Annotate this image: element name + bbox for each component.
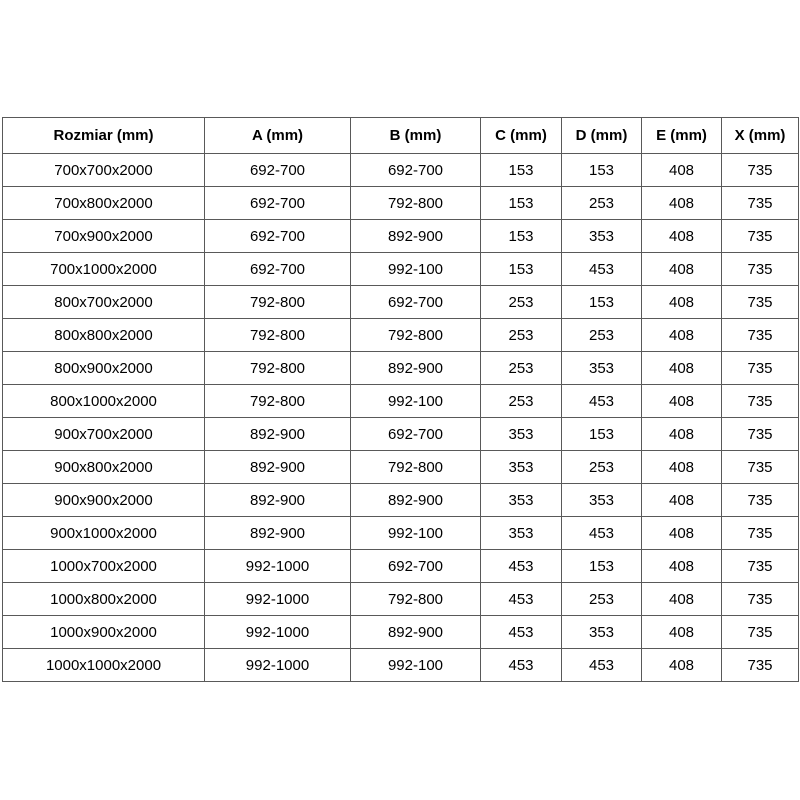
table-row — [3, 253, 799, 286]
column-header: D (mm) — [562, 118, 642, 154]
table-cell: 408 — [642, 154, 722, 187]
table-cell: 992-1000 — [205, 616, 351, 649]
table-cell: 735 — [722, 385, 799, 418]
table-row — [3, 187, 799, 220]
table-row — [3, 352, 799, 385]
table-cell: 153 — [562, 418, 642, 451]
table-cell: 408 — [642, 187, 722, 220]
table-cell: 792-800 — [351, 319, 481, 352]
table-cell: 992-100 — [351, 649, 481, 682]
table-cell: 735 — [722, 484, 799, 517]
table-cell: 992-1000 — [205, 583, 351, 616]
table-cell: 792-800 — [351, 451, 481, 484]
table-cell: 408 — [642, 286, 722, 319]
table-row — [3, 286, 799, 319]
table-cell: 692-700 — [205, 154, 351, 187]
table-row — [3, 550, 799, 583]
table-row — [3, 616, 799, 649]
table-cell: 692-700 — [351, 550, 481, 583]
table-row — [3, 220, 799, 253]
table-cell: 700x900x2000 — [3, 220, 205, 253]
table-row — [3, 451, 799, 484]
table-row — [3, 154, 799, 187]
table-cell: 892-900 — [205, 418, 351, 451]
table-cell: 792-800 — [205, 286, 351, 319]
table-cell: 735 — [722, 286, 799, 319]
table-row — [3, 517, 799, 550]
table-cell: 408 — [642, 550, 722, 583]
table-body — [3, 154, 799, 682]
table-cell: 800x700x2000 — [3, 286, 205, 319]
table-cell: 353 — [481, 418, 562, 451]
table-cell: 735 — [722, 220, 799, 253]
table-row — [3, 583, 799, 616]
table-cell: 792-800 — [351, 187, 481, 220]
table-cell: 353 — [481, 451, 562, 484]
table-cell: 692-700 — [351, 418, 481, 451]
table-cell: 735 — [722, 550, 799, 583]
table-cell: 153 — [481, 187, 562, 220]
table-cell: 700x800x2000 — [3, 187, 205, 220]
table-cell: 353 — [562, 352, 642, 385]
table-cell: 892-900 — [351, 484, 481, 517]
table-cell: 992-100 — [351, 517, 481, 550]
table-cell: 453 — [481, 649, 562, 682]
table-cell: 792-800 — [205, 385, 351, 418]
size-table — [2, 117, 799, 682]
table-cell: 800x1000x2000 — [3, 385, 205, 418]
column-header: E (mm) — [642, 118, 722, 154]
table-cell: 735 — [722, 154, 799, 187]
table-cell: 735 — [722, 616, 799, 649]
table-row — [3, 484, 799, 517]
table-row — [3, 418, 799, 451]
table-cell: 453 — [562, 649, 642, 682]
table-cell: 892-900 — [205, 451, 351, 484]
table-cell: 453 — [481, 583, 562, 616]
header-row — [3, 118, 799, 154]
table-cell: 353 — [562, 220, 642, 253]
table-cell: 735 — [722, 649, 799, 682]
table-cell: 900x700x2000 — [3, 418, 205, 451]
table-cell: 353 — [562, 484, 642, 517]
table-cell: 692-700 — [205, 187, 351, 220]
table-cell: 408 — [642, 253, 722, 286]
table-cell: 408 — [642, 451, 722, 484]
table-cell: 408 — [642, 484, 722, 517]
table-cell: 1000x900x2000 — [3, 616, 205, 649]
table-cell: 453 — [562, 253, 642, 286]
table-cell: 692-700 — [351, 286, 481, 319]
table-cell: 353 — [562, 616, 642, 649]
table-cell: 692-700 — [205, 220, 351, 253]
table-cell: 692-700 — [205, 253, 351, 286]
table-cell: 408 — [642, 385, 722, 418]
table-cell: 1000x1000x2000 — [3, 649, 205, 682]
table-cell: 792-800 — [351, 583, 481, 616]
table-cell: 792-800 — [205, 352, 351, 385]
table-cell: 253 — [562, 319, 642, 352]
table-cell: 253 — [481, 385, 562, 418]
table-cell: 892-900 — [351, 616, 481, 649]
table-cell: 735 — [722, 187, 799, 220]
table-cell: 792-800 — [205, 319, 351, 352]
table-cell: 253 — [562, 583, 642, 616]
table-row — [3, 385, 799, 418]
table-cell: 892-900 — [351, 352, 481, 385]
table-cell: 408 — [642, 319, 722, 352]
table-cell: 408 — [642, 616, 722, 649]
column-header: B (mm) — [351, 118, 481, 154]
column-header: X (mm) — [722, 118, 799, 154]
column-header: C (mm) — [481, 118, 562, 154]
table-cell: 900x900x2000 — [3, 484, 205, 517]
table-cell: 153 — [562, 286, 642, 319]
table-cell: 153 — [481, 253, 562, 286]
table-cell: 408 — [642, 220, 722, 253]
table-cell: 1000x700x2000 — [3, 550, 205, 583]
column-header: A (mm) — [205, 118, 351, 154]
table-cell: 253 — [562, 187, 642, 220]
table-cell: 408 — [642, 517, 722, 550]
table-cell: 253 — [481, 286, 562, 319]
table-cell: 453 — [562, 385, 642, 418]
table-cell: 700x1000x2000 — [3, 253, 205, 286]
table-cell: 700x700x2000 — [3, 154, 205, 187]
table-cell: 992-1000 — [205, 550, 351, 583]
table-cell: 735 — [722, 583, 799, 616]
table-cell: 253 — [481, 319, 562, 352]
table-cell: 408 — [642, 649, 722, 682]
table-cell: 353 — [481, 517, 562, 550]
table-cell: 453 — [481, 616, 562, 649]
table-row — [3, 319, 799, 352]
table-cell: 735 — [722, 352, 799, 385]
table-cell: 892-900 — [205, 517, 351, 550]
table-cell: 408 — [642, 583, 722, 616]
table-cell: 153 — [481, 154, 562, 187]
size-table-container — [2, 117, 798, 682]
table-cell: 408 — [642, 418, 722, 451]
table-cell: 992-1000 — [205, 649, 351, 682]
table-cell: 153 — [562, 154, 642, 187]
table-cell: 735 — [722, 253, 799, 286]
table-cell: 153 — [562, 550, 642, 583]
table-cell: 735 — [722, 451, 799, 484]
table-cell: 692-700 — [351, 154, 481, 187]
table-cell: 992-100 — [351, 253, 481, 286]
table-cell: 900x800x2000 — [3, 451, 205, 484]
table-cell: 800x800x2000 — [3, 319, 205, 352]
table-cell: 900x1000x2000 — [3, 517, 205, 550]
table-cell: 253 — [481, 352, 562, 385]
table-cell: 735 — [722, 517, 799, 550]
table-cell: 892-900 — [351, 220, 481, 253]
table-cell: 408 — [642, 352, 722, 385]
table-cell: 892-900 — [205, 484, 351, 517]
table-cell: 353 — [481, 484, 562, 517]
table-cell: 735 — [722, 319, 799, 352]
table-cell: 153 — [481, 220, 562, 253]
table-cell: 453 — [562, 517, 642, 550]
table-cell: 992-100 — [351, 385, 481, 418]
table-cell: 735 — [722, 418, 799, 451]
table-cell: 253 — [562, 451, 642, 484]
table-cell: 453 — [481, 550, 562, 583]
table-row — [3, 649, 799, 682]
column-header: Rozmiar (mm) — [3, 118, 205, 154]
table-cell: 800x900x2000 — [3, 352, 205, 385]
table-cell: 1000x800x2000 — [3, 583, 205, 616]
